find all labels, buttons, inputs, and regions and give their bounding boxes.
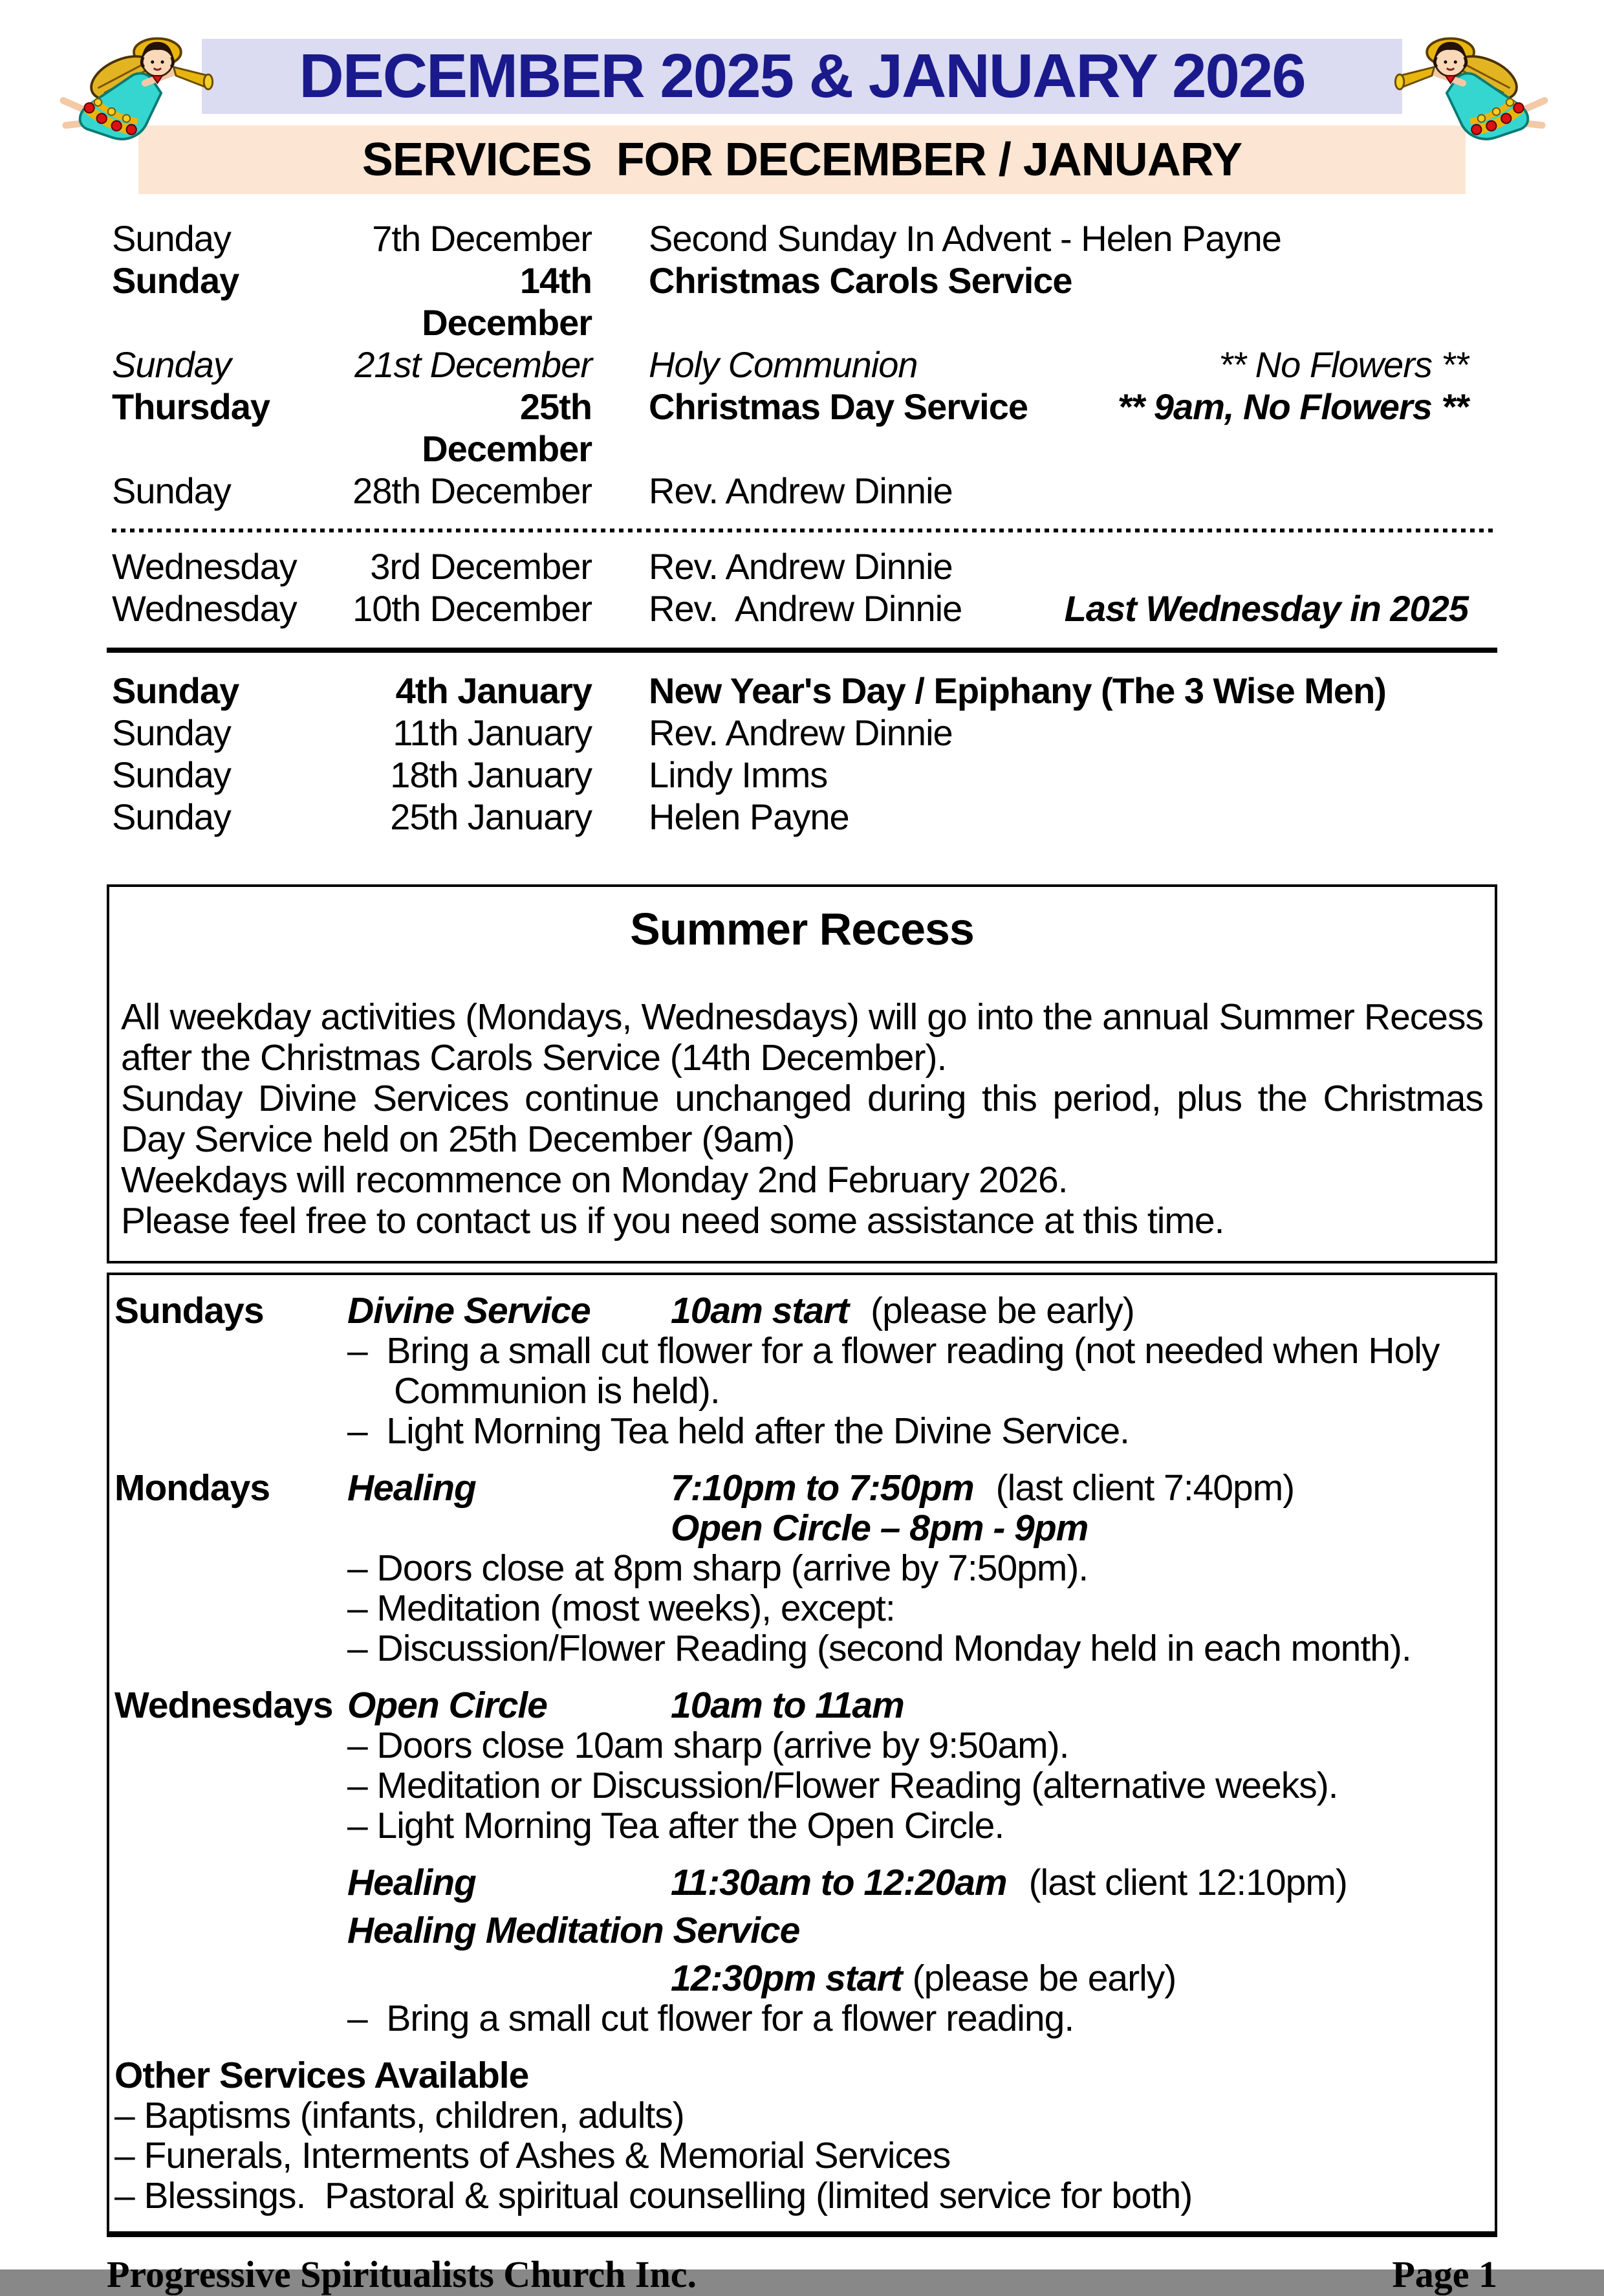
page-title: DECEMBER 2025 & JANUARY 2026 [299,41,1305,111]
service-svc: Rev. Andrew Dinnie [649,712,953,753]
healing-note: (last client 12:10pm) [1028,1862,1347,1903]
service-note: ** No Flowers ** [1219,344,1468,385]
bullet-item: – Discussion/Flower Reading (second Monday held in each month). [347,1628,1411,1669]
sundays-header-row [114,1291,1488,1331]
bullet-item: – Light Morning Tea held after the Divine Service. [347,1410,1129,1452]
service-svc: Christmas Carols Service [649,260,1072,301]
service-day: Wednesday [112,546,297,587]
mondays-bullets [347,1548,1488,1668]
sundays-label: Sundays [114,1290,264,1331]
service-svc: Rev. Andrew Dinnie [649,588,962,629]
service-date: 18th January [390,754,592,795]
service-svc: Rev. Andrew Dinnie [649,470,953,511]
sundays-bullets [347,1331,1488,1451]
dotted-separator [112,529,1497,532]
service-day: Sunday [112,260,239,301]
solid-separator [107,648,1497,653]
service-date: 21st December [354,344,592,385]
service-day: Sunday [112,754,231,795]
wednesdays-header-row [114,1685,1488,1725]
summer-recess-paragraph: Please feel free to contact us if you need some assistance at this time. [121,1200,1224,1241]
sundays-time: 10am start [671,1290,849,1331]
service-svc: Christmas Day Service [649,386,1028,427]
mondays-note: (last client 7:40pm) [995,1467,1295,1509]
mondays-time: 7:10pm to 7:50pm [671,1467,974,1509]
subtitle-banner [138,126,1466,194]
service-svc: New Year's Day / Epiphany (The 3 Wise Men) [649,670,1386,711]
bullet-item: – Meditation or Discussion/Flower Reading (alternative weeks). [347,1765,1338,1806]
service-date: 3rd December [370,546,592,587]
service-row [107,796,1497,838]
wednesdays-time: 10am to 11am [671,1685,904,1726]
january-sunday-services [107,670,1497,838]
service-date: 11th January [393,712,592,753]
healing-row [347,1863,1488,1903]
service-row [107,754,1497,796]
other-services-title: Other Services Available [114,2055,529,2096]
service-day: Sunday [112,218,231,259]
angel-trumpet-icon [1391,31,1557,149]
service-date: 7th December [372,218,592,259]
healing-meditation-title: Healing Meditation Service [347,1910,800,1951]
mondays-open-circle: Open Circle – 8pm - 9pm [671,1507,1089,1549]
service-day: Wednesday [112,588,297,629]
wednesdays-bullets [347,1725,1488,1846]
service-date: 10th December [352,588,592,629]
healing-meditation-note: (please be early) [912,1958,1176,1999]
service-date: 14th December [422,260,592,343]
service-date: 4th January [395,670,592,711]
page-subtitle: SERVICES FOR DECEMBER / JANUARY [362,134,1242,186]
service-day: Sunday [112,670,239,711]
healing-time: 11:30am to 12:20am [671,1862,1007,1903]
weekly-schedule-box [107,1273,1497,2237]
header [0,0,1604,194]
service-date: 25th January [390,796,592,837]
service-row [107,712,1497,754]
title-banner [202,39,1402,114]
bullet-item: – Blessings. Pastoral & spiritual counselling (limited service for both) [114,2175,1193,2216]
service-svc: Lindy Imms [649,754,828,795]
summer-recess-title: Summer Recess [630,904,974,954]
service-row [107,386,1497,470]
sundays-note: (please be early) [871,1290,1134,1331]
december-sunday-services [107,217,1497,512]
service-row [107,587,1497,629]
summer-recess-text [121,997,1483,1241]
healing-meditation-time: 12:30pm start [671,1958,902,1999]
services-table [107,217,1497,838]
sundays-service: Divine Service [347,1290,591,1331]
bullet-item: – Doors close at 8pm sharp (arrive by 7:50pm). [347,1547,1089,1589]
service-note: ** 9am, No Flowers ** [1117,386,1468,427]
service-day: Sunday [112,796,231,837]
service-row [107,670,1497,712]
healing-meditation-bullet: – Bring a small cut flower for a flower reading. [347,1998,1074,2039]
service-date: 25th December [422,386,592,469]
summer-recess-box [107,884,1497,1263]
summer-recess-paragraph: Sunday Divine Services continue unchanged during this period, plus the Christmas Day Service held on 25th December (9am) [121,1078,1483,1160]
bullet-item: – Meditation (most weeks), except: [347,1588,895,1629]
service-note: Last Wednesday in 2025 [1064,588,1468,629]
service-date: 28th December [352,470,592,511]
healing-service: Healing [347,1862,476,1903]
service-day: Thursday [112,386,270,427]
mondays-label: Mondays [114,1467,270,1509]
service-day: Sunday [112,712,231,753]
summer-recess-paragraph: Weekdays will recommence on Monday 2nd February 2026. [121,1159,1068,1201]
service-day: Sunday [112,344,231,385]
bullet-item: – Funerals, Interments of Ashes & Memorial Services [114,2135,951,2176]
other-services-bullets [114,2095,1488,2216]
service-svc: Holy Communion [649,344,918,385]
healing-meditation-time-row [671,1958,1488,1998]
mondays-header-row [114,1468,1488,1508]
service-row [107,217,1497,259]
service-day: Sunday [112,470,231,511]
wednesdays-label: Wednesdays [114,1685,333,1726]
service-row [107,344,1497,386]
page-number: Page 1 [1392,2253,1497,2295]
page-footer [107,2253,1497,2296]
bullet-item: – Baptisms (infants, children, adults) [114,2095,684,2136]
service-svc: Helen Payne [649,796,849,837]
december-wednesday-services [107,545,1497,629]
service-row [107,470,1497,512]
bullet-item: – Light Morning Tea after the Open Circle. [347,1805,1004,1846]
mondays-service: Healing [347,1467,476,1509]
service-row [107,545,1497,587]
summer-recess-paragraph: All weekday activities (Mondays, Wednesdays) will go into the annual Summer Recess after the Christmas Carols Service (14th December). [121,996,1483,1078]
organisation-name: Progressive Spiritualists Church Inc. [107,2253,697,2295]
service-svc: Rev. Andrew Dinnie [649,546,953,587]
bullet-item: – Bring a small cut flower for a flower reading (not needed when Holy Communion is held). [347,1330,1440,1412]
bullet-item: – Doors close 10am sharp (arrive by 9:50am). [347,1725,1069,1766]
service-svc: Second Sunday In Advent - Helen Payne [649,218,1281,259]
wednesdays-service: Open Circle [347,1685,547,1726]
service-row [107,259,1497,344]
angel-trumpet-icon [50,31,217,149]
